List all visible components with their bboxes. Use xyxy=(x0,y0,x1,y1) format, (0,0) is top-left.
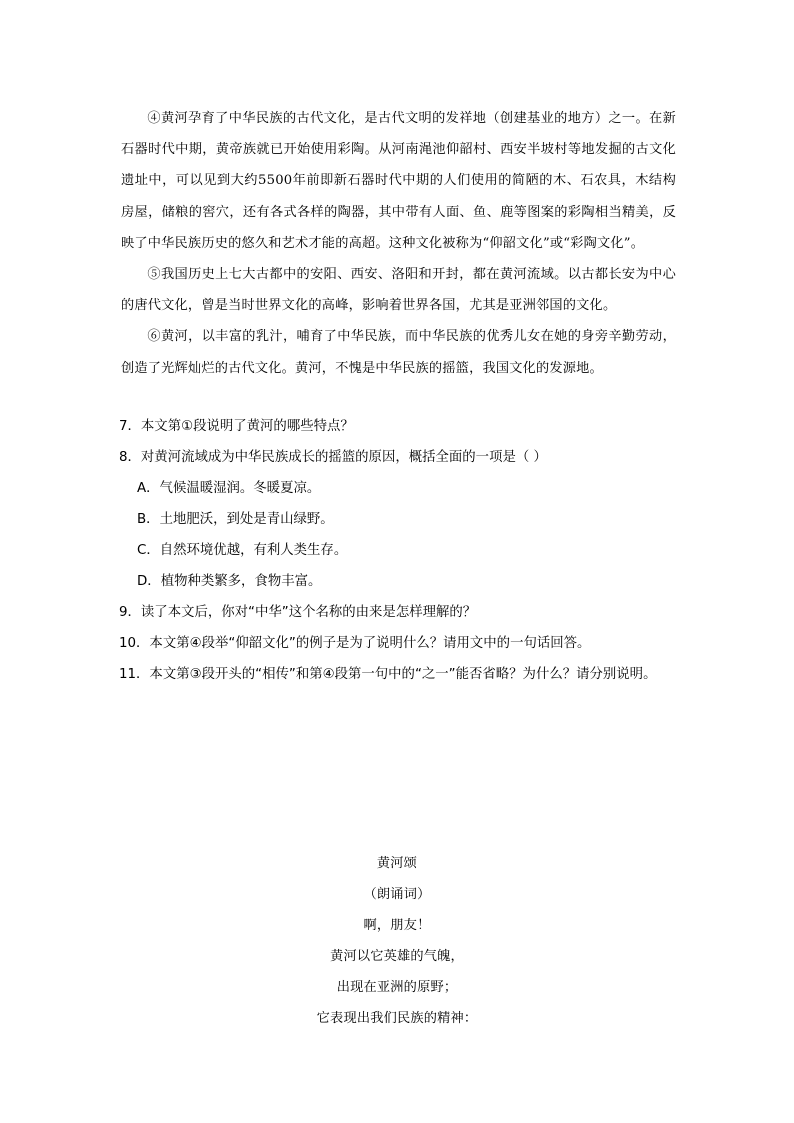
poem-title: 黄河颂 xyxy=(376,856,418,871)
question-8: 8．对黄河流域成为中华民族成长的摇篮的原因，概括全面的一项是（ ） xyxy=(119,450,547,465)
reading-passage xyxy=(121,103,676,384)
question-8-option-c: C．自然环境优越，有利人类生存。 xyxy=(137,543,348,558)
poem-subtitle: （朗诵词） xyxy=(363,887,431,902)
question-7: 7．本文第①段说明了黄河的哪些特点？ xyxy=(119,419,354,434)
poem-line: 它表现出我们民族的精神： xyxy=(316,1011,478,1026)
question-11: 11．本文第③段开头的“相传”和第④段第一句中的“之一”能否省略？为什么？请分别说明。 xyxy=(119,667,657,682)
poem-line: 出现在亚洲的原野； xyxy=(336,980,458,995)
poem-section xyxy=(220,848,574,1034)
question-10: 10．本文第④段举“仰韶文化”的例子是为了说明什么？请用文中的一句话回答。 xyxy=(119,636,591,651)
poem-line: 啊，朋友！ xyxy=(363,918,431,933)
question-8-option-b: B．土地肥沃，到处是青山绿野。 xyxy=(137,512,334,527)
paragraph-5: ⑤我国历史上七大古都中的安阳、西安、洛阳和开封，都在黄河流域。以古都长安为中心的唐代文化，曾是当时世界文化的高峰，影响着世界各国，尤其是亚洲邻国的文化。 xyxy=(121,267,676,314)
question-9: 9．读了本文后，你对“中华”这个名称的由来是怎样理解的？ xyxy=(119,605,477,620)
paragraph-4: ④黄河孕育了中华民族的古代文化，是古代文明的发祥地（创建基业的地方）之一。在新石器时代中期，黄帝族就已开始使用彩陶。从河南渑池仰韶村、西安半坡村等地发掘的古文化遗址中，可以见到大约5500年前即新石器时代中期的人们使用的简陋的木、石农具，木结构房屋，储粮的窖穴，还有各式各样的陶器，其中带有人面、鱼、鹿等图案的彩陶相当精美，反映了中华民族历史的悠久和艺术才能的高超。这种文化被称为“仰韶文化”或“彩陶文化”。 xyxy=(121,111,676,251)
question-list xyxy=(119,411,699,690)
poem-line: 黄河以它英雄的气魄， xyxy=(330,949,464,964)
question-8-option-d: D．植物种类繁多，食物丰富。 xyxy=(137,574,322,589)
paragraph-6: ⑥黄河，以丰富的乳汁，哺育了中华民族，而中华民族的优秀儿女在她的身旁辛勤劳动，创造了光辉灿烂的古代文化。黄河，不愧是中华民族的摇篮，我国文化的发源地。 xyxy=(121,329,676,376)
question-8-option-a: A．气候温暖湿润。冬暖夏凉。 xyxy=(137,481,321,496)
